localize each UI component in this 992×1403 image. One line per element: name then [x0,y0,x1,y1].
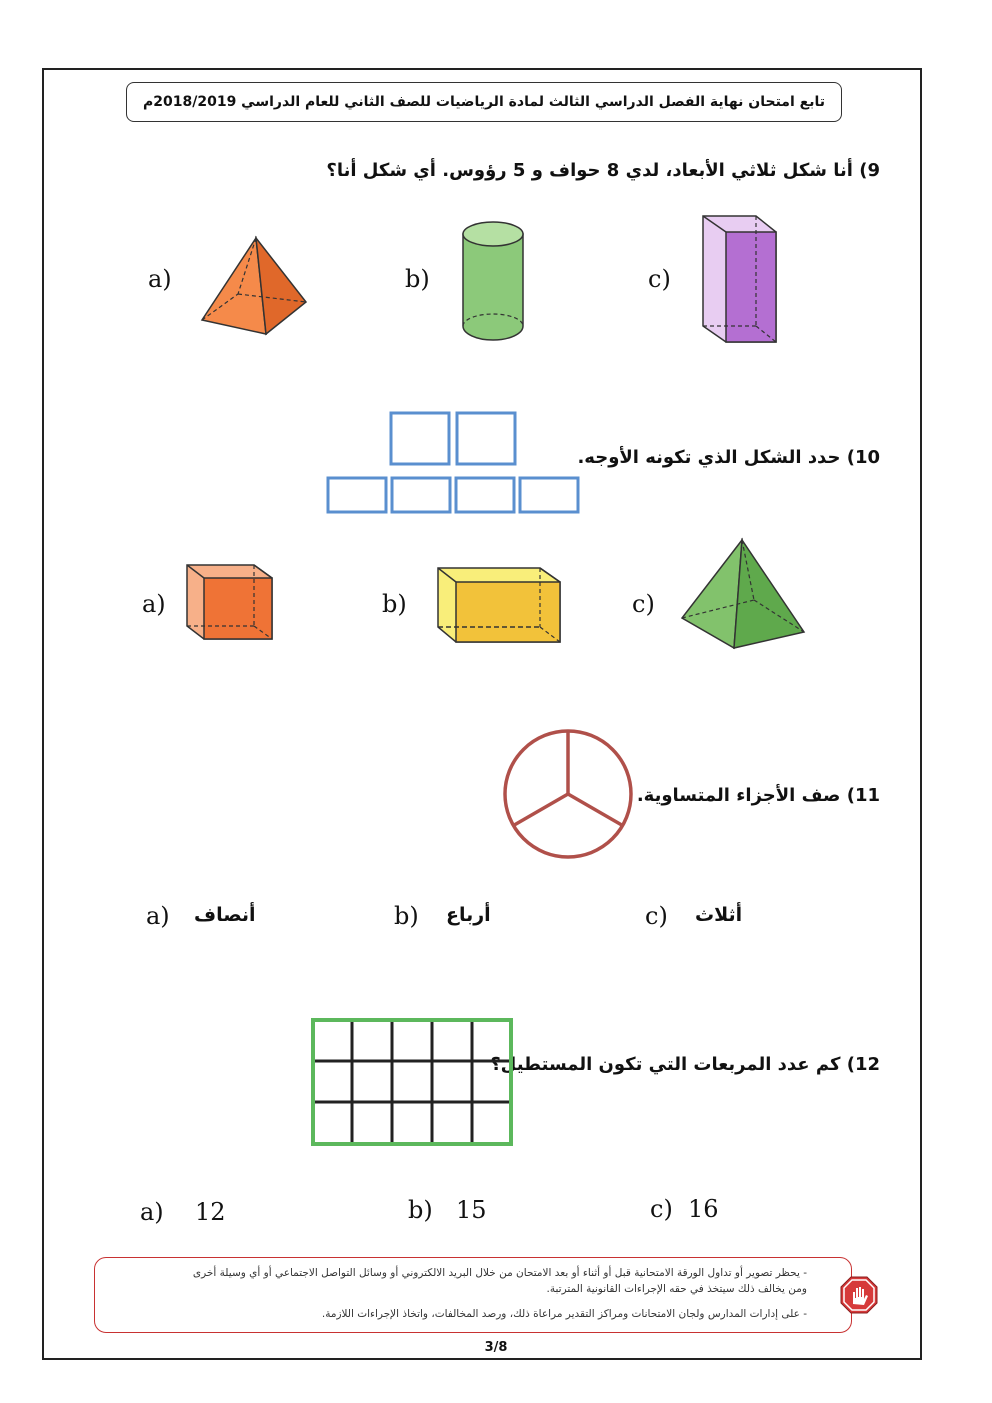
warning-notice [94,1257,852,1333]
rectangular-prism-yellow-icon[interactable] [434,565,564,645]
q9-option-a-label[interactable]: a) [148,265,172,293]
question-11-number: 11) [846,785,880,806]
q12-option-a-answer[interactable]: 12 [195,1198,226,1226]
q12-option-b-answer[interactable]: 15 [456,1196,487,1224]
notice-line-1: - يحظر تصوير أو تداول الورقة الامتحانية قبل أو أثناء أو بعد الامتحان من خلال البريد الالكتروني أو وسائل التواصل الاجتماعي أو أي وسيلة أخرى [192,1267,807,1279]
page-number: 3/8 [484,1340,508,1355]
cube-orange-icon[interactable] [184,562,276,642]
question-10-number: 10) [846,447,880,468]
question-9-text: أنا شكل ثلاثي الأبعاد، لدي 8 حواف و 5 رؤوس. أي شكل أنا؟ [326,160,853,181]
q11-option-c-label[interactable]: c) [645,902,668,930]
q11-option-a-answer[interactable]: أنصاف [194,904,256,926]
notice-line-3: - على إدارات المدارس ولجان الامتحانات ومراكز التقدير مراعاة ذلك، ورصد المخالفات، واتخاذ الإجراءات اللازمة. [321,1308,807,1320]
question-12 [490,1054,880,1075]
notice-line-2: ومن يخالف ذلك سيتخذ في حقه الإجراءات القانونية المترتبة. [546,1283,807,1295]
q12-option-a-label[interactable]: a) [140,1198,164,1226]
prism-net-icon [325,410,583,516]
question-11-text: صف الأجزاء المتساوية. [636,785,841,806]
q12-option-c-answer[interactable]: 16 [688,1195,719,1223]
exam-header [126,82,842,122]
q11-option-c-answer[interactable]: أثلاث [695,904,743,926]
q9-option-c-label[interactable]: c) [648,265,671,293]
rectangular-prism-purple-icon[interactable] [700,212,780,346]
q11-option-b-label[interactable]: b) [394,902,419,930]
q10-option-c-label[interactable]: c) [632,590,655,618]
square-pyramid-orange-icon[interactable] [196,234,312,338]
q11-option-b-answer[interactable]: أرباع [446,904,491,926]
pyramid-green-icon[interactable] [678,536,808,652]
circle-thirds-icon [500,726,636,862]
stop-hand-icon [840,1276,878,1314]
q12-option-c-label[interactable]: c) [650,1195,673,1223]
grid-rectangle-icon [311,1018,513,1146]
question-11 [637,785,880,806]
question-10 [577,447,880,468]
q10-option-a-label[interactable]: a) [142,590,166,618]
exam-title: تابع امتحان نهاية الفصل الدراسي الثالث لمادة الرياضيات للصف الثاني للعام الدراسي 2018/2019م [143,94,825,110]
q12-option-b-label[interactable]: b) [408,1196,433,1224]
question-10-text: حدد الشكل الذي تكونه الأوجه. [577,447,841,468]
q10-option-b-label[interactable]: b) [382,590,407,618]
q11-option-a-label[interactable]: a) [146,902,170,930]
cylinder-green-icon[interactable] [460,220,526,344]
question-9-number: 9) [859,160,880,181]
question-12-number: 12) [846,1054,880,1075]
question-12-text: كم عدد المربعات التي تكون المستطيل؟ [490,1054,841,1075]
question-9 [326,160,880,181]
q9-option-b-label[interactable]: b) [405,265,430,293]
